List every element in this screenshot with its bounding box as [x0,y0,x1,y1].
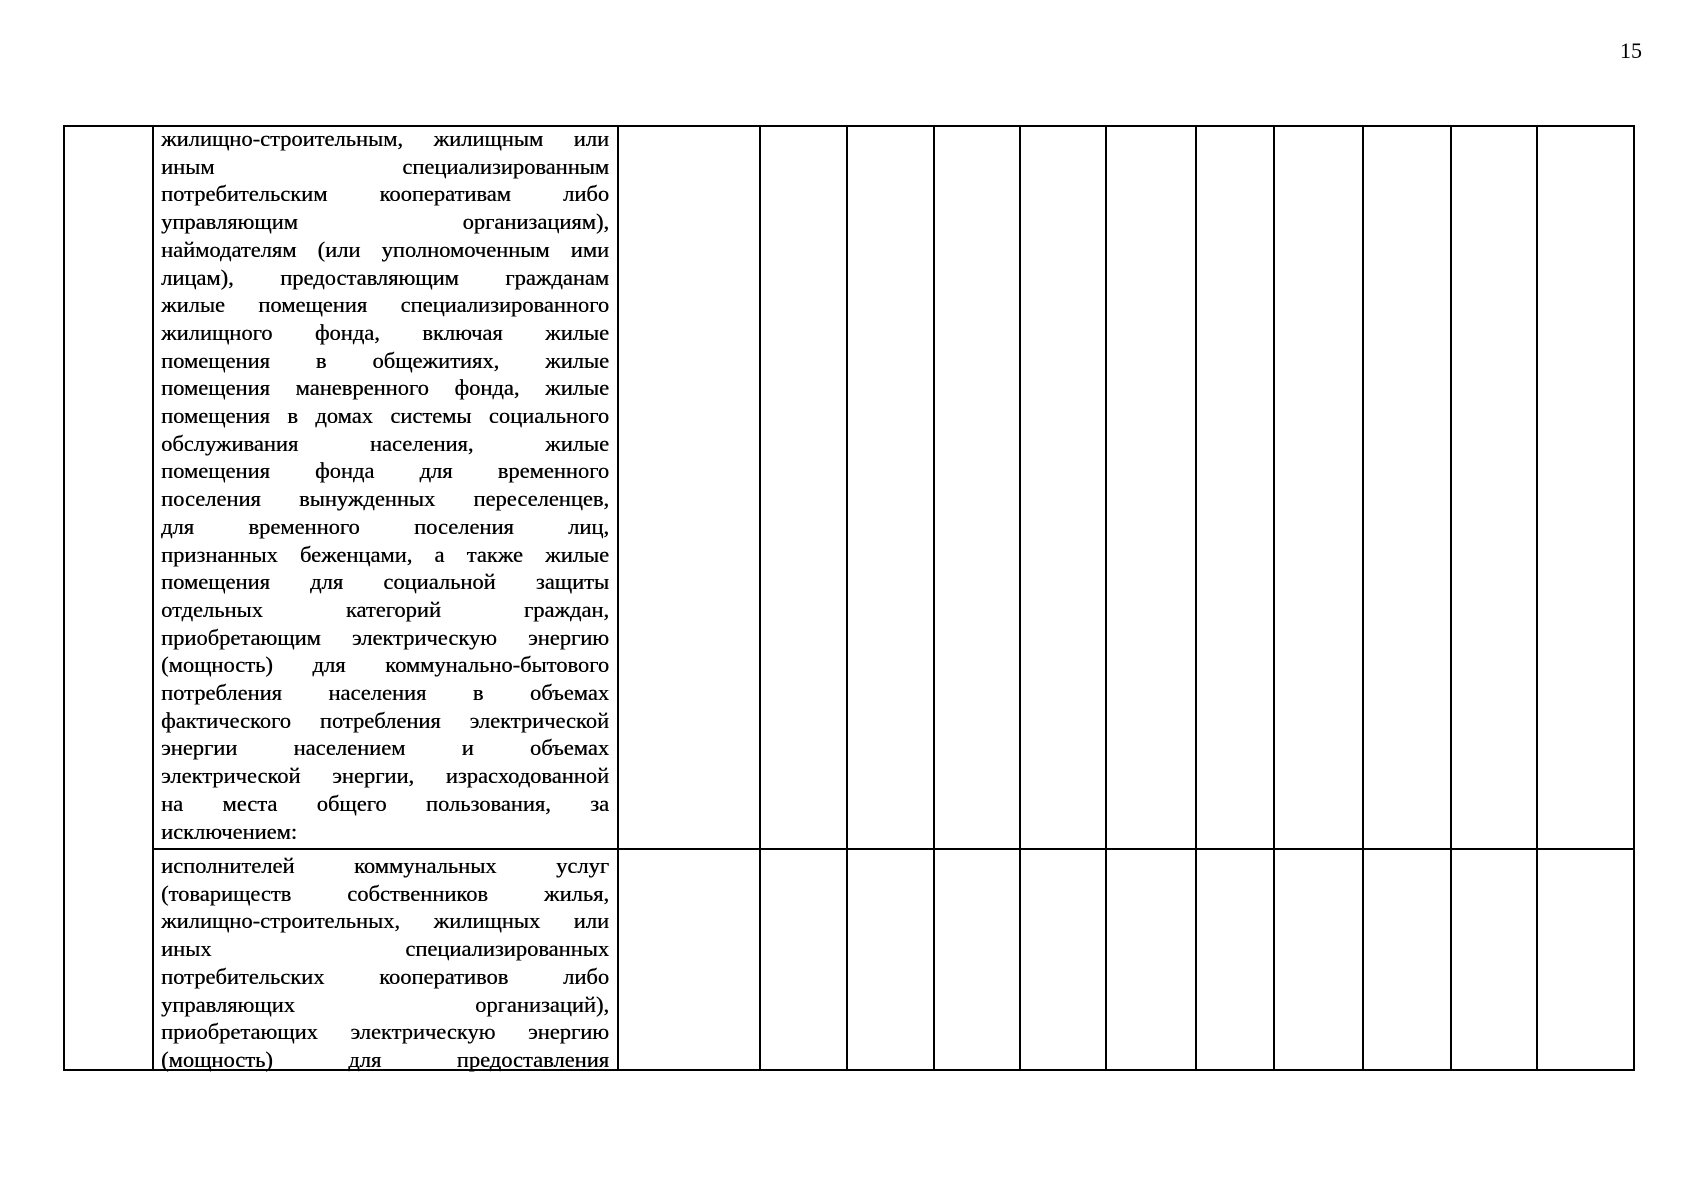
text-line: потребления населения в объемах [161,680,609,706]
text-line: исполнителей коммунальных услуг [161,853,609,878]
page-number: 15 [1620,38,1642,63]
text-line: жилищного фонда, включая жилые [161,319,609,345]
row-1-description [161,125,609,845]
column-divider [617,127,619,1069]
text-line: признанных беженцами, а также жилые [161,541,609,567]
text-line: приобретающим электрическую энергию [161,624,609,650]
text-line: исключением: [161,818,297,844]
text-line: обслуживания населения, жилые [161,430,609,456]
text-line: помещения фонда для временного [161,458,609,484]
text-line: помещения в домах системы социального [161,403,609,429]
text-line: на места общего пользования, за [161,790,609,816]
row-2-description [161,852,609,1074]
text-line: для временного поселения лиц, [161,513,609,539]
text-line: иных специализированных [161,936,609,962]
column-divider [846,127,848,1069]
column-divider [1105,127,1107,1069]
text-line: помещения для социальной защиты [161,569,609,595]
data-table [63,125,1635,1071]
text-line: потребительских кооперативов либо [161,963,609,989]
text-line: помещения в общежитиях, жилые [161,347,609,373]
text-line: жилищно-строительным, жилищным или [161,126,609,151]
text-line: лицам), предоставляющим гражданам [161,264,609,290]
text-line: (товариществ собственников жилья, [161,880,609,906]
text-line: энергии населением и объемах [161,735,609,761]
column-divider [1536,127,1538,1069]
text-line: помещения маневренного фонда, жилые [161,375,609,401]
column-divider [1019,127,1021,1069]
text-line: наймодателям (или уполномоченным ими [161,236,609,262]
text-line: жилищно-строительных, жилищных или [161,908,609,934]
text-line: потребительским кооперативам либо [161,181,609,207]
text-line: приобретающих электрическую энергию [161,1019,609,1045]
text-line: (мощность) для предоставления [161,1046,609,1072]
column-divider [759,127,761,1069]
text-line: поселения вынужденных переселенцев, [161,486,609,512]
text-line: отдельных категорий граждан, [161,596,609,622]
column-divider [1362,127,1364,1069]
text-line: управляющим организациям), [161,209,609,235]
column-divider [933,127,935,1069]
column-divider [1273,127,1275,1069]
text-line: иным специализированным [161,153,609,179]
column-divider [152,127,154,1069]
text-line: электрической энергии, израсходованной [161,763,609,789]
text-line: (мощность) для коммунально-бытового [161,652,609,678]
text-line: управляющих организаций), [161,991,609,1017]
text-line: фактического потребления электрической [161,707,609,733]
text-line: жилые помещения специализированного [161,292,609,318]
column-divider [1195,127,1197,1069]
column-divider [1450,127,1452,1069]
row-divider [152,848,1633,850]
